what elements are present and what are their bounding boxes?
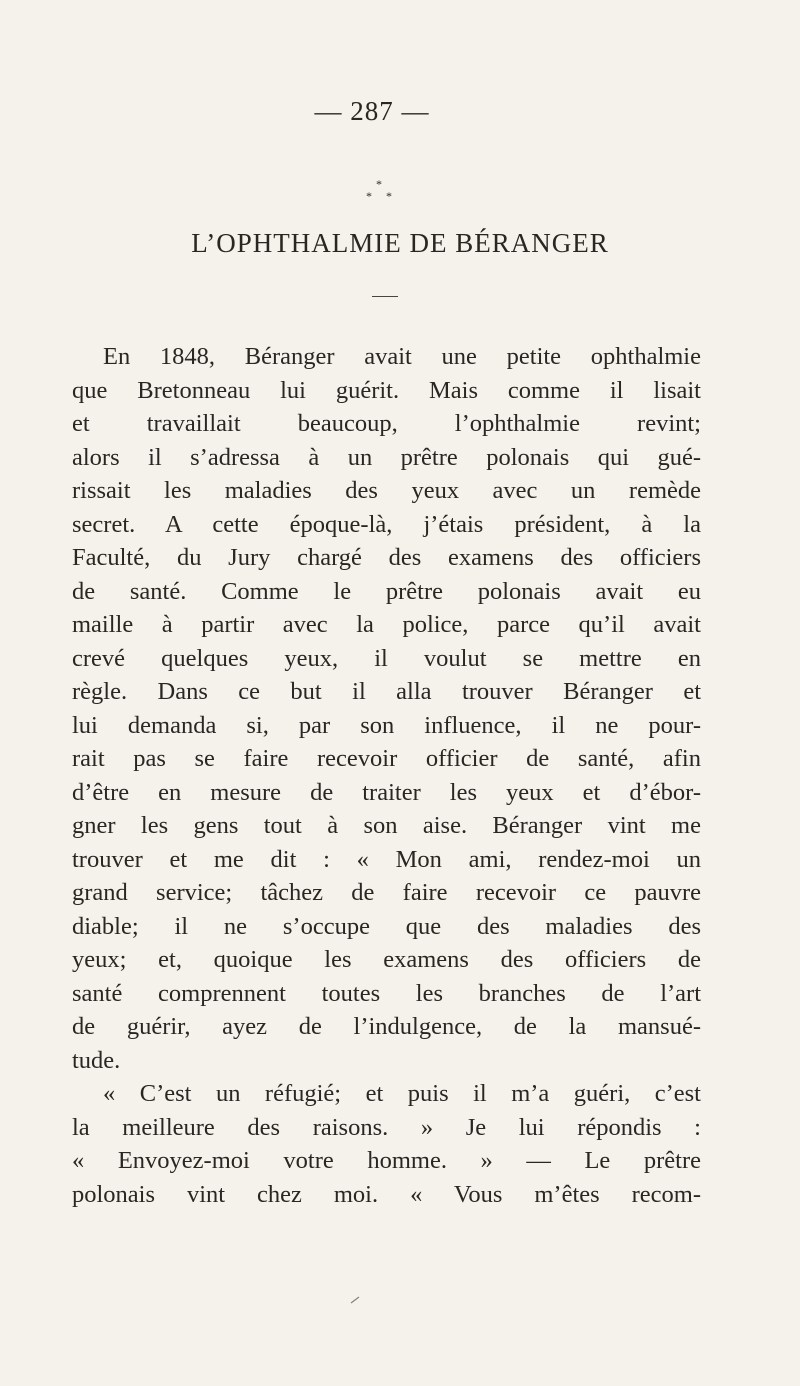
text-line: diable; il ne s’occupe que des maladies des (72, 912, 701, 940)
text-line: maille à partir avec la police, parce qu’il avait (72, 611, 701, 638)
text-line: la meilleure des raisons. » Je lui répondis : (72, 1113, 701, 1141)
text-line: et travaillait beaucoup, l’ophthalmie revint; (72, 410, 701, 437)
asterism-star-right: * (386, 189, 392, 203)
stray-ink-mark (350, 1296, 360, 1304)
text-line: de guérir, ayez de l’indulgence, de la mansué- (72, 1013, 701, 1040)
text-line: règle. Dans ce but il alla trouver Béranger et (72, 678, 701, 705)
text-line: « C’est un réfugié; et puis il m’a guéri, c’est (103, 1080, 701, 1107)
asterism (0, 178, 800, 218)
asterism-star-top: * (376, 177, 382, 191)
text-line: tude. (72, 1046, 121, 1074)
text-line: d’être en mesure de traiter les yeux et d’ébor- (72, 778, 701, 806)
text-line: de santé. Comme le prêtre polonais avait eu (72, 577, 701, 605)
text-line: « Envoyez-moi votre homme. » — Le prêtre (72, 1147, 701, 1174)
text-line: crevé quelques yeux, il voulut se mettre en (72, 644, 701, 672)
body-text (72, 340, 701, 1211)
text-line: En 1848, Béranger avait une petite ophthalmie (103, 343, 701, 370)
text-line: santé comprennent toutes les branches de l’art (72, 979, 701, 1007)
text-line: gner les gens tout à son aise. Béranger vint me (72, 812, 701, 839)
text-line: lui demanda si, par son influence, il ne pour- (72, 711, 701, 739)
asterism-star-left: * (366, 189, 372, 203)
text-line: trouver et me dit : « Mon ami, rendez-moi un (72, 845, 701, 873)
text-line: rissait les maladies des yeux avec un remède (72, 477, 701, 504)
text-line: grand service; tâchez de faire recevoir ce pauvre (72, 879, 701, 906)
text-line: alors il s’adressa à un prêtre polonais qui gué- (72, 443, 701, 471)
text-line: que Bretonneau lui guérit. Mais comme il lisait (72, 376, 701, 404)
page-number: — 287 — (314, 96, 430, 126)
text-line: secret. A cette époque-là, j’étais président, à la (72, 510, 701, 538)
text-line: Faculté, du Jury chargé des examens des officiers (72, 544, 701, 571)
text-line: yeux; et, quoique les examens des officiers de (72, 946, 701, 973)
section-title: L’OPHTHALMIE DE BÉRANGER (191, 228, 609, 258)
text-line: rait pas se faire recevoir officier de santé, afin (72, 745, 701, 772)
title-rule (372, 296, 398, 297)
text-line: polonais vint chez moi. « Vous m’êtes recom- (72, 1180, 701, 1208)
